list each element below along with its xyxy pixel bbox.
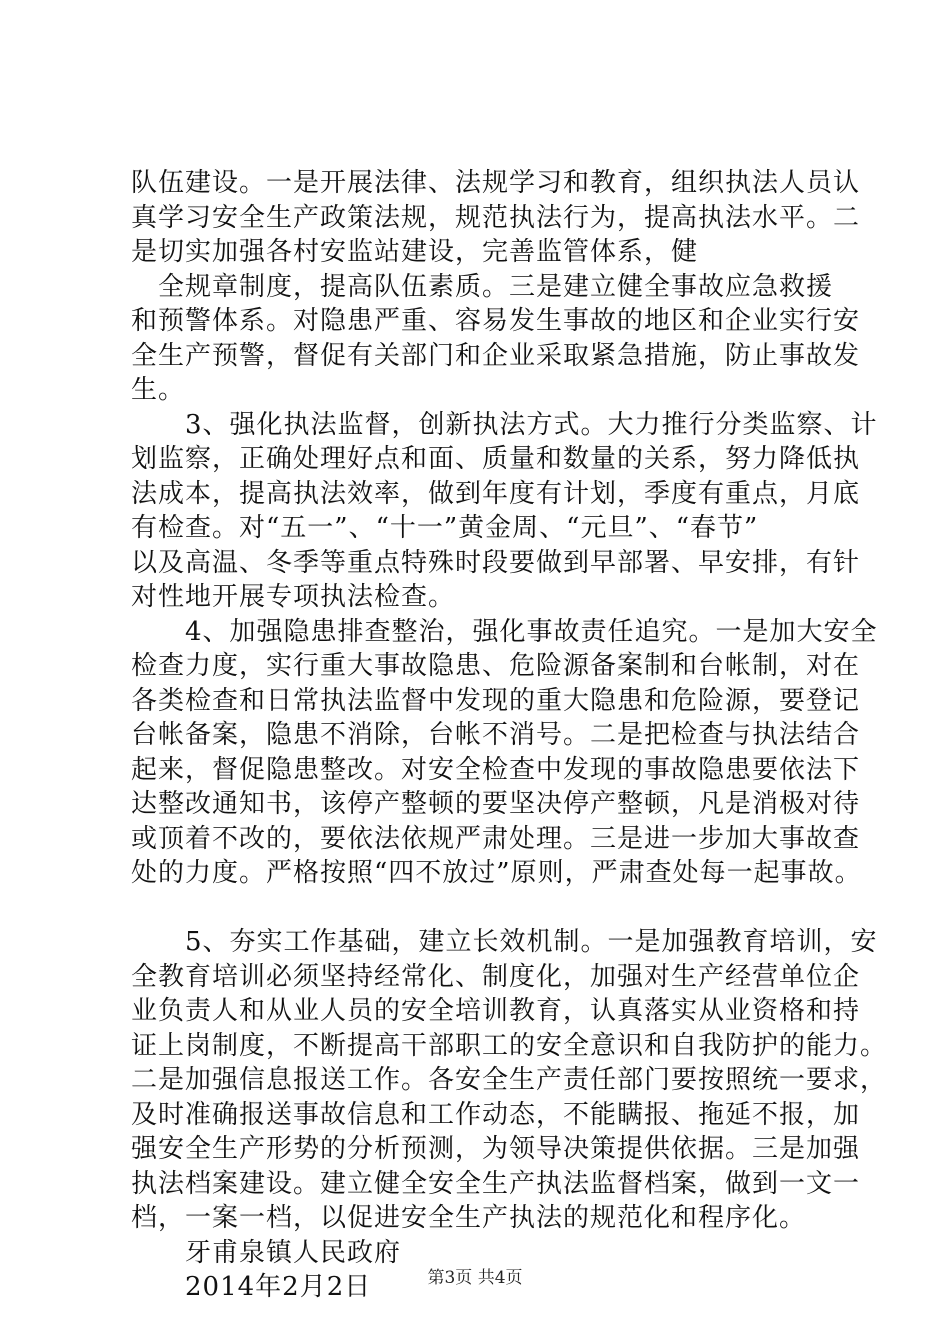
text-line: 及时准确报送事故信息和工作动态，不能瞒报、拖延不报，加 (131, 1099, 861, 1130)
page-footer: 第3页 共4页 (427, 1268, 523, 1288)
text-line: 台帐备案，隐患不消除，台帐不消号。二是把检查与执法结合 (131, 720, 861, 750)
text-line: 和预警体系。对隐患严重、容易发生事故的地区和企业实行安 (131, 306, 861, 336)
text-line: 全规章制度，提高队伍素质。三是建立健全事故应急救援 (131, 271, 834, 302)
text-line: 生。 (131, 375, 186, 405)
text-line: 证上岗制度，不断提高干部职工的安全意识和自我防护的能力。 (131, 1030, 888, 1061)
text-line: 检查力度，实行重大事故隐患、危险源备案制和台帐制，对在 (131, 651, 861, 681)
text-line: 真学习安全生产政策法规，规范执法行为，提高执法水平。二 (131, 202, 861, 233)
text-line: 法成本，提高执法效率，做到年度有计划，季度有重点，月底 (131, 478, 861, 509)
text-line: 有检查。对“五一”、“十一”黄金周、“元旦”、“春节” (131, 513, 759, 543)
text-line: 2014年2月2日 (131, 1272, 372, 1302)
text-line: 4、加强隐患排查整治，强化事故责任追究。一是加大安全 (131, 616, 878, 647)
text-line: 达整改通知书，该停产整顿的要坚决停产整顿，凡是消极对待 (131, 789, 861, 819)
text-line: 对性地开展专项执法检查。 (131, 582, 456, 612)
text-line: 处的力度。严格按照“四不放过”原则，严肃查处每一起事故。 (131, 858, 862, 888)
text-line: 全教育培训必须坚持经常化、制度化，加强对生产经营单位企 (131, 961, 861, 992)
text-line: 各类检查和日常执法监督中发现的重大隐患和危险源，要登记 (131, 685, 861, 716)
text-line: 执法档案建设。建立健全安全生产执法监督档案，做到一文一 (131, 1168, 861, 1199)
text-line: 起来，督促隐患整改。对安全检查中发现的事故隐患要依法下 (131, 754, 861, 785)
text-line: 业负责人和从业人员的安全培训教育，认真落实从业资格和持 (131, 996, 861, 1026)
text-line: 强安全生产形势的分析预测，为领导决策提供依据。三是加强 (131, 1134, 861, 1164)
text-line: 3、强化执法监督，创新执法方式。大力推行分类监察、计 (131, 409, 878, 440)
text-line: 全生产预警，督促有关部门和企业采取紧急措施，防止事故发 (131, 340, 861, 371)
text-line: 以及高温、冬季等重点特殊时段要做到早部署、早安排，有针 (131, 547, 861, 578)
text-line: 5、夯实工作基础，建立长效机制。一是加强教育培训，安 (131, 927, 878, 957)
text-line: 队伍建设。一是开展法律、法规学习和教育，组织执法人员认 (131, 168, 861, 198)
text-line: 划监察，正确处理好点和面、质量和数量的关系，努力降低执 (131, 444, 861, 474)
text-line: 牙甫泉镇人民政府 (131, 1237, 402, 1268)
blank-line (131, 891, 843, 926)
text-line: 是切实加强各村安监站建设，完善监管体系，健 (131, 237, 699, 267)
document-body (131, 166, 888, 1305)
text-line: 二是加强信息报送工作。各安全生产责任部门要按照统一要求， (131, 1065, 888, 1095)
text-line: 或顶着不改的，要依法依规严肃处理。三是进一步加大事故查 (131, 823, 861, 854)
text-line: 档，一案一档，以促进安全生产执法的规范化和程序化。 (131, 1203, 807, 1233)
